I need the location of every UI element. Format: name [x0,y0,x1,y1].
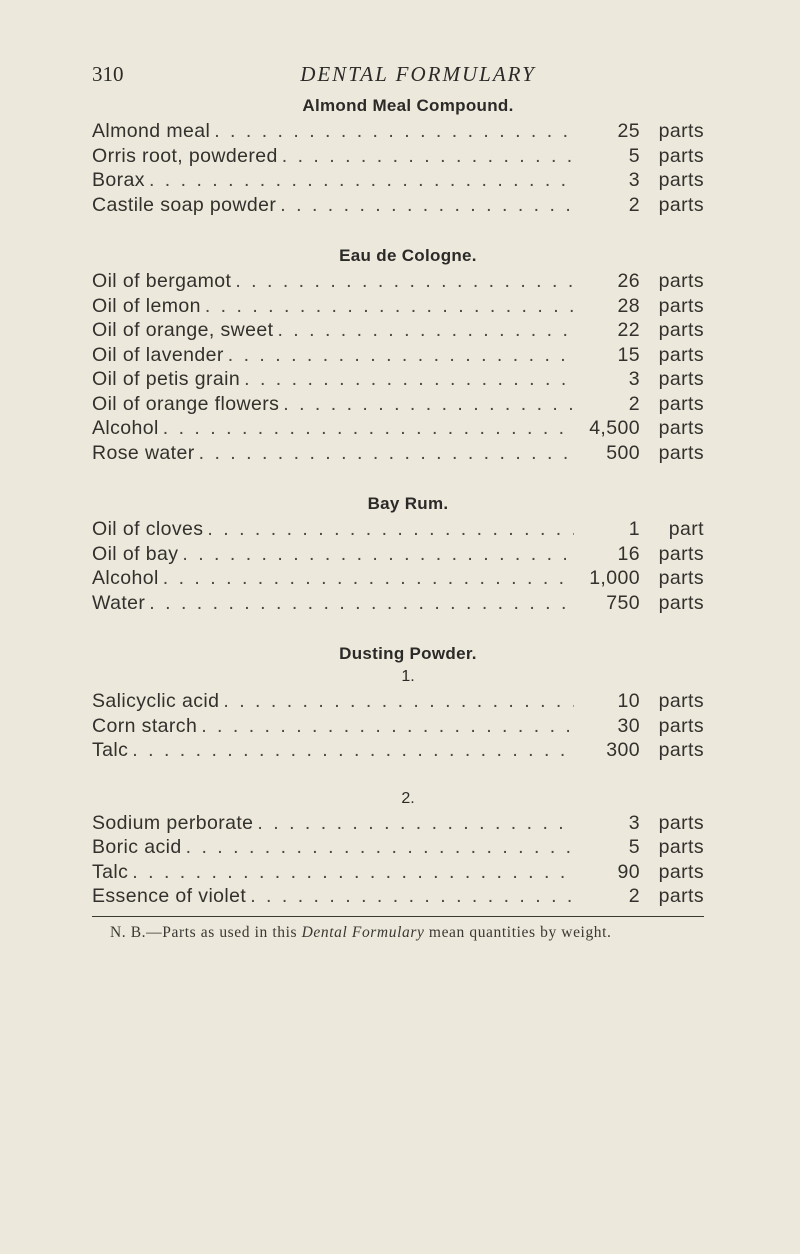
ingredient-quantity: 3 [628,169,640,191]
ingredient-quantity: 2 [628,392,640,415]
ingredient-quantity: 15 [617,343,640,366]
ingredient-name: Essence of violet [92,885,247,907]
ingredient-unit: parts [658,169,704,191]
ingredient-row [92,442,704,467]
ingredient-unit: parts [658,392,704,415]
ingredient-row [92,145,704,170]
ingredient-name: Oil of orange, sweet [92,319,274,341]
formula-number: 2. [401,789,415,807]
dot-leader [223,690,574,713]
dot-leader [207,518,574,541]
dot-leader [163,417,574,440]
ingredient-unit: parts [658,690,704,712]
ingredient-row [92,690,704,715]
ingredient-row [92,885,704,910]
ingredient-row [92,194,704,219]
ingredient-quantity: 25 [617,120,640,142]
ingredient-unit: parts [658,319,704,341]
ingredient-quantity: 500 [606,441,640,464]
ingredient-quantity: 26 [617,270,640,292]
dot-leader [282,145,574,168]
ingredient-row [92,861,704,886]
ingredient-unit: parts [658,714,704,737]
section-almond-meal [92,96,704,218]
ingredient-name: Alcohol [92,417,159,439]
ingredient-name: Oil of lavender [92,343,224,366]
section-title: Bay Rum. [367,494,449,513]
ingredient-unit: parts [658,567,704,589]
running-head [92,62,704,92]
footnote-text-end: mean quantities by weight. [424,923,612,941]
ingredient-quantity: 3 [628,811,640,834]
ingredient-row [92,169,704,194]
ingredient-quantity: 2 [628,193,640,216]
ingredient-unit: parts [658,542,704,565]
ingredient-row [92,417,704,442]
dot-leader [244,368,574,391]
page-number: 310 [92,62,124,86]
ingredient-row [92,592,704,617]
ingredient-row [92,319,704,344]
dot-leader [132,739,574,762]
ingredient-unit: parts [658,885,704,907]
dot-leader [149,169,574,192]
ingredient-quantity: 1,000 [589,567,640,589]
ingredient-unit: parts [658,193,704,216]
ingredient-quantity: 5 [628,836,640,858]
dot-leader [277,319,574,342]
ingredient-name: Water [92,591,146,614]
ingredient-row [92,368,704,393]
ingredient-quantity: 1 [628,518,640,540]
ingredient-name: Talc [92,860,129,883]
dot-leader [205,295,574,318]
section-bay-rum [92,494,704,616]
footnote-text: N. B.—Parts as used in this [110,923,302,941]
ingredient-row [92,543,704,568]
ingredient-quantity: 750 [606,591,640,614]
footnote [92,916,704,942]
footnote-book-title: Dental Formulary [301,923,425,941]
section-title: Dusting Powder. [339,644,477,663]
ingredient-quantity: 16 [617,542,640,565]
ingredient-quantity: 2 [628,885,640,907]
ingredient-quantity: 4,500 [589,417,640,439]
ingredient-unit: parts [658,739,704,761]
ingredient-name: Almond meal [92,120,211,142]
dot-leader [186,836,574,859]
ingredient-name: Rose water [92,441,195,464]
page [92,62,704,942]
ingredient-quantity: 10 [617,690,640,712]
ingredient-unit: parts [658,441,704,464]
ingredient-name: Oil of petis grain [92,368,241,390]
dot-leader [283,393,574,416]
ingredient-quantity: 22 [617,319,640,341]
section-eau-de-cologne [92,246,704,466]
ingredient-name: Oil of orange flowers [92,392,280,415]
ingredient-unit: part [668,518,704,540]
ingredient-unit: parts [658,120,704,142]
ingredient-name: Oil of bergamot [92,270,232,292]
ingredient-row [92,270,704,295]
ingredient-row [92,120,704,145]
ingredient-name: Talc [92,739,129,761]
ingredient-row [92,518,704,543]
ingredient-name: Salicyclic acid [92,690,220,712]
ingredient-row [92,739,704,764]
ingredient-quantity: 3 [628,368,640,390]
ingredient-quantity: 30 [617,714,640,737]
ingredient-unit: parts [658,811,704,834]
dot-leader [201,715,574,738]
ingredient-name: Orris root, powdered [92,144,278,167]
ingredient-unit: parts [658,836,704,858]
ingredient-name: Oil of bay [92,542,179,565]
ingredient-quantity: 28 [617,294,640,317]
ingredient-unit: parts [658,591,704,614]
ingredient-row [92,344,704,369]
ingredient-row [92,812,704,837]
ingredient-row [92,295,704,320]
ingredient-row [92,836,704,861]
ingredient-quantity: 90 [617,860,640,883]
dot-leader [250,885,574,908]
ingredient-quantity: 5 [628,144,640,167]
ingredient-name: Sodium perborate [92,811,254,834]
dot-leader [182,543,574,566]
ingredient-name: Oil of cloves [92,518,204,540]
dot-leader [199,442,574,465]
ingredient-row [92,393,704,418]
section-title: Almond Meal Compound. [302,96,514,115]
ingredient-name: Corn starch [92,714,198,737]
section-dusting-powder [92,644,704,910]
ingredient-unit: parts [658,860,704,883]
ingredient-unit: parts [658,294,704,317]
ingredient-unit: parts [658,368,704,390]
dot-leader [163,567,574,590]
dot-leader [280,194,574,217]
ingredient-name: Oil of lemon [92,294,201,317]
dot-leader [132,861,574,884]
ingredient-name: Castile soap powder [92,193,277,216]
dot-leader [228,344,574,367]
dot-leader [257,812,574,835]
running-title: DENTAL FORMULARY [300,62,536,86]
ingredient-quantity: 300 [606,739,640,761]
ingredient-name: Borax [92,169,145,191]
ingredient-unit: parts [658,343,704,366]
ingredient-name: Boric acid [92,836,182,858]
formula-number: 1. [401,668,415,685]
section-title: Eau de Cologne. [339,246,477,265]
ingredient-name: Alcohol [92,567,159,589]
ingredient-unit: parts [658,417,704,439]
ingredient-unit: parts [658,144,704,167]
ingredient-row [92,715,704,740]
ingredient-row [92,567,704,592]
dot-leader [214,120,574,143]
ingredient-unit: parts [658,270,704,292]
dot-leader [149,592,574,615]
dot-leader [235,270,574,293]
